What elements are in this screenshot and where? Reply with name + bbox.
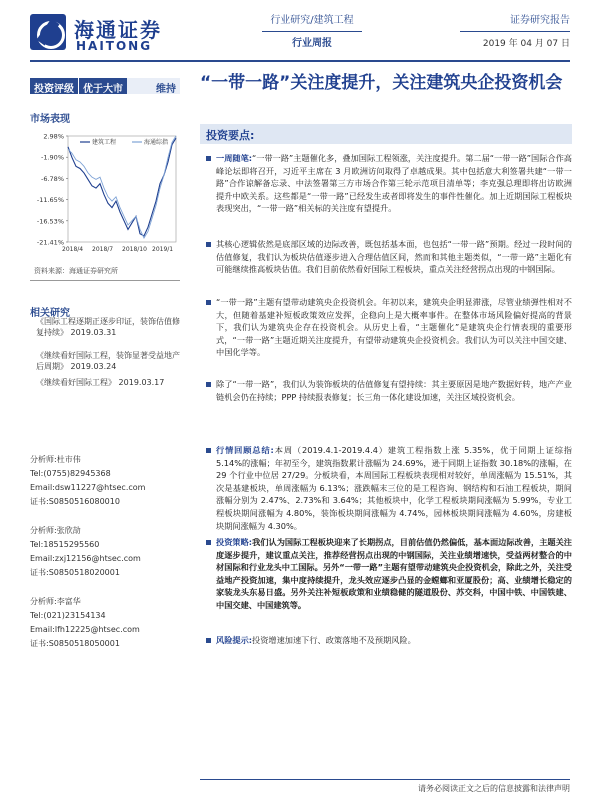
x-tick-label: 2018/10: [122, 246, 147, 253]
key-point-soe-opportunity: [204, 296, 572, 359]
x-tick-label: 2018/7: [92, 246, 114, 253]
y-tick-label: -1.90%: [41, 153, 64, 162]
analyst-name: 分析师:杜市伟: [30, 455, 81, 464]
key-point-text: 投资增速加速下行、政策落地不及预期风险。: [252, 635, 416, 645]
key-point-decoration: [204, 378, 572, 403]
key-point-core-logic: [204, 238, 572, 276]
related-item[interactable]: [36, 316, 180, 338]
key-points-heading: 投资要点:: [200, 124, 572, 144]
analyst-card: [30, 453, 180, 509]
related-item[interactable]: [36, 377, 180, 388]
y-tick-label: -16.53%: [36, 217, 64, 226]
analyst-cert: 证书:S0850518020001: [30, 568, 120, 577]
analyst-name: 分析师:张欣劼: [30, 526, 81, 535]
key-point-text: 我们认为国际工程板块迎来了长期拐点，目前估值仍然偏低，基本面边际改善，主题关注度逐步提升，建议重点关注，推荐经营拐点出现的中钢国际，关注业绩增速快，受益两材整合的中材国际和行业龙头中工国际。另外“一带一路”主题有望带动建筑央企投资机会，除此之外，关注受益地产投资加速，集中度持续提升，龙头效应逐步凸显的金螳螂和亚厦股份；高、业绩增长稳定的家装龙头东易日盛。另外关注补短板政策和业绩稳健的隧道股份、苏交科，中国中铁、中国铁建、中国交建、中国建筑等。: [216, 537, 572, 610]
analyst-email[interactable]: Email:lfh12225@htsec.com: [30, 625, 140, 634]
sidebar-divider: [30, 280, 180, 281]
analyst-cert: 证书:S0850516080010: [30, 497, 120, 506]
analyst-tel: Tel:(0755)82945368: [30, 469, 111, 478]
related-date: 2019.03.24: [70, 362, 117, 371]
key-point-lead: 一周随笔:: [216, 153, 253, 163]
footer-disclaimer: 请务必阅读正文之后的信息披露和法律声明: [418, 784, 570, 793]
report-type: 行业周报: [292, 38, 332, 49]
key-point-lead: 风险提示:: [216, 635, 253, 645]
legend-label: 建筑工程: [92, 139, 117, 146]
analyst-email[interactable]: Email:zxj12156@htsec.com: [30, 554, 141, 563]
analyst-email[interactable]: Email:dsw11227@htsec.com: [30, 483, 146, 492]
rating-value: 优于大市: [78, 78, 127, 94]
legend-label: 海通综指: [144, 139, 169, 146]
x-tick-label: 2019/1: [152, 246, 174, 253]
key-point-text: “一带一路”主题催化多，叠加国际工程领涨，关注度提升。第二届“一带一路”国际合作高峰论坛即将召开，习近平主席在 3 月欧洲访问取得了卓越成果。其中包括意大利签署共建“一带一路”合作谅解备忘录、中法签署第三方市场合作第三轮示范项目清单等；李克强总理即将出访欧洲提升中欧关系。这些都是“一带一路”已经发生或者即将发生的事件性催化。加上近期国际工程板块表现突出，“一带一路”相关标的关注度有望提升。: [216, 153, 572, 214]
related-title: 《继续看好国际工程》: [36, 378, 116, 387]
related-date: 2019.03.31: [70, 328, 117, 337]
key-point-text: 本周（2019.4.1-2019.4.4）建筑工程指数上涨 5.35%，优于同期上证综指 5.14%的涨幅；年初至今，建筑指数累计涨幅为 24.69%，逊于同期上证指数 30.18%的涨幅，在 29 个行业中位居 27/29。分板块看，本周国际工程板块表现相对较好，单周涨幅为 15.51%，其次是基建板块，单周涨幅为 6.13%；涨跌幅末三位的是工程咨询、钢结构和石油工程板块，期间涨幅分别为 2.47%、2.73%和 3.64%；其他板块中，化学工程板块期间涨幅为 5.99%，专业工程板块期间涨幅为 4.80%，装饰板块期间涨幅为 4.74%，园林板块期间涨幅为 4.60%，房建板块期间涨幅为 4.30%。: [216, 445, 572, 531]
series-line-construction: [68, 138, 176, 236]
logo-english-name: HAITONG: [76, 39, 153, 53]
rating-label: 投资评级: [30, 78, 78, 94]
y-tick-label: 2.98%: [43, 132, 64, 141]
logo-seal-icon: [30, 14, 66, 50]
analyst-card: [30, 595, 180, 651]
key-point-strategy: [204, 536, 572, 612]
report-date: 2019 年 04 月 07 日: [482, 39, 570, 49]
key-point-text: “一带一路”主题有望带动建筑央企投资机会。年初以来，建筑央企明显滞涨，尽管业绩弹性相对不大，但随着基建补短板政策效应发挥，企稳向上是大概率事件。在整体市场风险偏好提高的背景下，我们认为建筑央企存在投资机会。从历史上看，“主题催化”是建筑央企行情表现的重要形式，“一带一路”主题近期关注度提升，有望带动建筑央企投资机会。我们认为可以关注中国交建、中国化学等。: [216, 297, 572, 358]
related-item[interactable]: [36, 350, 180, 372]
related-title: 《继续看好国际工程，装饰显著受益地产后周期》: [36, 351, 180, 371]
y-tick-label: -21.41%: [36, 238, 64, 247]
logo-chinese-name: 海通证券: [74, 18, 162, 42]
chart-source: 资料来源：海通证券研究所: [34, 267, 118, 275]
report-title: “一带一路”关注度提升，关注建筑央企投资机会: [200, 73, 563, 93]
report-category: 行业研究/建筑工程: [262, 14, 362, 32]
key-point-lead: 投资策略:: [216, 537, 253, 547]
key-point-text: 除了“一带一路”，我们认为装饰板块的估值修复有望持续：其主要原因是地产数据好转，地产产业链机会仍在持续；PPP 持续报表修复；长三角一体化建设加速，关注区域投资机会。: [216, 379, 572, 402]
y-tick-label: -6.78%: [41, 174, 64, 183]
y-tick-label: -11.65%: [36, 196, 64, 205]
investment-rating: [30, 78, 180, 94]
header-right-block: [460, 14, 570, 51]
analyst-name: 分析师:李富华: [30, 597, 81, 606]
rating-trend: 维持: [127, 78, 180, 94]
analyst-card: [30, 524, 180, 580]
market-performance-chart: [30, 124, 180, 260]
header-divider: [30, 60, 570, 62]
report-label: 证券研究报告: [460, 14, 570, 32]
key-point-text: 其核心逻辑依然是底部区域的边际改善，既包括基本面，也包括“一带一路”预期。经过一段时间的估值修复，我们认为板块估值逐步进入合理估值区间，然而和其他主题类似，“一带一路”主题化有可能继续推高板块估值。我们目前依然看好国际工程板块，重点关注经营拐点出现的中钢国际。: [216, 239, 572, 275]
header-category-block: [262, 14, 362, 51]
analyst-tel: Tel:18515295560: [30, 540, 100, 549]
x-tick-label: 2018/4: [62, 246, 84, 253]
market-performance-heading: 市场表现: [30, 114, 70, 125]
related-title: 《国际工程逐期正逐步印证，装饰估值修复持续》: [36, 317, 180, 337]
key-point-market-review: [204, 444, 572, 532]
company-logo: [30, 14, 180, 56]
analyst-cert: 证书:S0850518050001: [30, 639, 120, 648]
related-research-heading: 相关研究: [30, 308, 70, 319]
footer-divider: [200, 779, 570, 780]
key-point-weekly-note: [204, 152, 572, 215]
related-date: 2019.03.17: [118, 378, 165, 387]
key-point-risk: [204, 634, 572, 647]
analyst-tel: Tel:(021)23154134: [30, 611, 106, 620]
key-point-lead: 行情回顾总结:: [216, 445, 274, 455]
